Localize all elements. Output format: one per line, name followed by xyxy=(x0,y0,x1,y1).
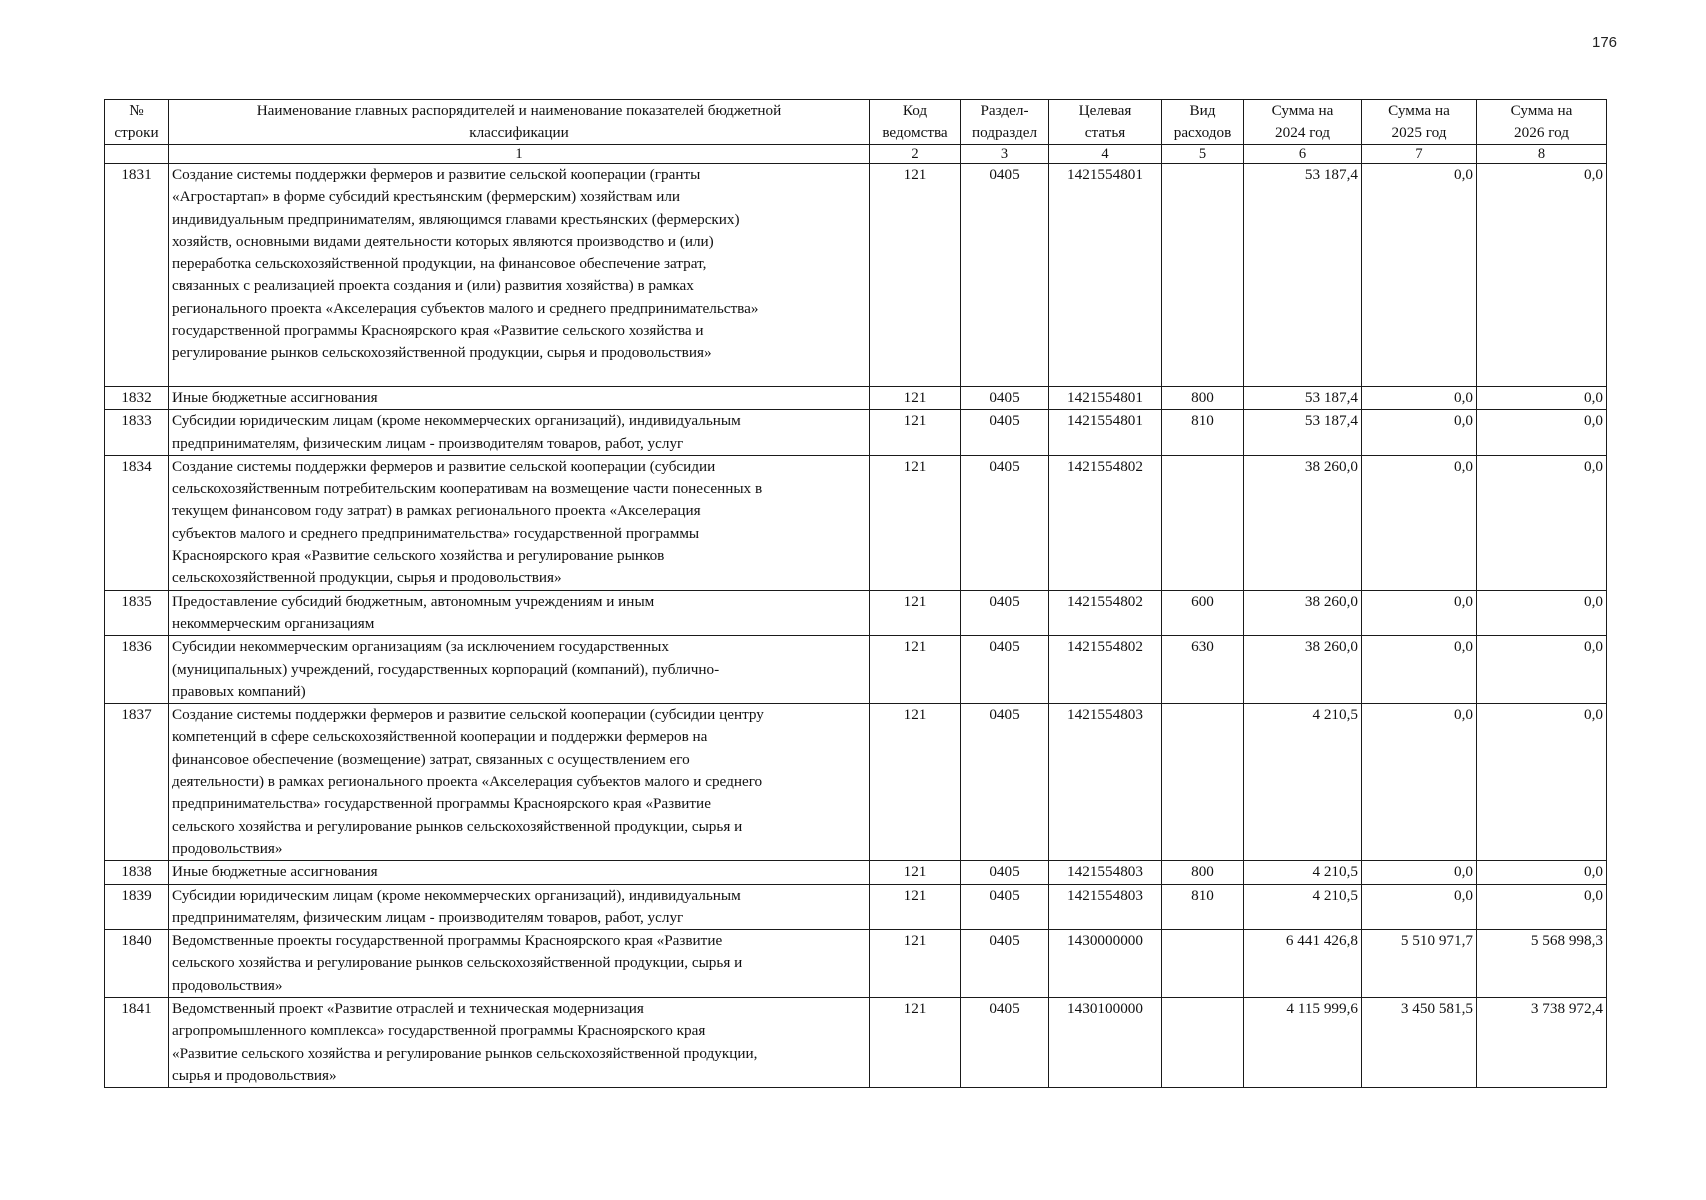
sum-2025: 0,0 xyxy=(1362,704,1477,861)
sum-2025: 5 510 971,7 xyxy=(1362,930,1477,998)
sum-2025: 0,0 xyxy=(1362,590,1477,636)
target-item: 1421554802 xyxy=(1049,636,1162,704)
row-name: Создание системы поддержки фермеров и развитие сельской кооперации (субсидии центру компетенций в сфере сельскохозяйственной кооперации и поддержки фермеров на финансовое обеспечение (возмещение) затрат, связанных с осуществлением его деятельности) в рамках регионального проекта «Акселерация субъектов малого и среднего предпринимательства» государственной программы Красноярского края «Развитие сельского хозяйства и регулирование рынков сельскохозяйственной продукции, сырья и продовольствия» xyxy=(169,704,870,861)
sum-2024: 53 187,4 xyxy=(1244,410,1362,456)
target-item: 1421554803 xyxy=(1049,704,1162,861)
row-number: 1834 xyxy=(105,455,169,590)
sum-2026: 0,0 xyxy=(1477,861,1607,884)
row-name: Ведомственный проект «Развитие отраслей и техническая модернизация агропромышленного комплекса» государственной программы Красноярского края «Развитие сельского хозяйства и регулирование рынков сельскохозяйственной продукции, сырья и продовольствия» xyxy=(169,998,870,1088)
page-number: 176 xyxy=(1592,34,1618,51)
sum-2025: 0,0 xyxy=(1362,636,1477,704)
department-code: 121 xyxy=(870,590,961,636)
section-subsection: 0405 xyxy=(961,410,1049,456)
sum-2026: 0,0 xyxy=(1477,164,1607,387)
sum-2026: 5 568 998,3 xyxy=(1477,930,1607,998)
expense-type xyxy=(1162,455,1244,590)
sum-2026: 0,0 xyxy=(1477,590,1607,636)
header-section-subsection: Раздел- подраздел xyxy=(961,100,1049,145)
table-body xyxy=(105,164,1607,1088)
table-row xyxy=(105,861,1607,884)
sum-2026: 0,0 xyxy=(1477,455,1607,590)
column-number: 4 xyxy=(1049,145,1162,164)
table-header xyxy=(105,100,1607,164)
section-subsection: 0405 xyxy=(961,164,1049,387)
sum-2024: 6 441 426,8 xyxy=(1244,930,1362,998)
expense-type: 630 xyxy=(1162,636,1244,704)
department-code: 121 xyxy=(870,387,961,410)
table-row xyxy=(105,387,1607,410)
sum-2025: 0,0 xyxy=(1362,884,1477,930)
header-expense-type: Вид расходов xyxy=(1162,100,1244,145)
department-code: 121 xyxy=(870,410,961,456)
expense-type xyxy=(1162,164,1244,387)
column-number: 1 xyxy=(169,145,870,164)
target-item: 1421554801 xyxy=(1049,164,1162,387)
department-code: 121 xyxy=(870,930,961,998)
target-item: 1421554802 xyxy=(1049,455,1162,590)
header-target-item: Целевая статья xyxy=(1049,100,1162,145)
sum-2024: 4 115 999,6 xyxy=(1244,998,1362,1088)
sum-2024: 4 210,5 xyxy=(1244,861,1362,884)
column-number: 7 xyxy=(1362,145,1477,164)
expense-type: 600 xyxy=(1162,590,1244,636)
sum-2026: 3 738 972,4 xyxy=(1477,998,1607,1088)
table-row xyxy=(105,998,1607,1088)
column-number-row xyxy=(105,145,1607,164)
row-number: 1833 xyxy=(105,410,169,456)
row-name: Предоставление субсидий бюджетным, автономным учреждениям и иным некоммерческим организациям xyxy=(169,590,870,636)
sum-2024: 38 260,0 xyxy=(1244,590,1362,636)
row-number: 1839 xyxy=(105,884,169,930)
sum-2026: 0,0 xyxy=(1477,704,1607,861)
budget-table xyxy=(104,99,1607,1088)
sum-2025: 0,0 xyxy=(1362,455,1477,590)
section-subsection: 0405 xyxy=(961,387,1049,410)
sum-2024: 38 260,0 xyxy=(1244,636,1362,704)
table-row xyxy=(105,636,1607,704)
column-number: 2 xyxy=(870,145,961,164)
expense-type: 800 xyxy=(1162,861,1244,884)
target-item: 1421554801 xyxy=(1049,387,1162,410)
row-number: 1840 xyxy=(105,930,169,998)
department-code: 121 xyxy=(870,998,961,1088)
row-name: Создание системы поддержки фермеров и развитие сельской кооперации (гранты «Агростартап» в форме субсидий крестьянским (фермерским) хозяйствам или индивидуальным предпринимателям, являющимся главами крестьянских (фермерских) хозяйств, основными видами деятельности которых являются производство и (или) переработка сельскохозяйственной продукции, на финансовое обеспечение затрат, связанных с реализацией проекта создания и (или) развития хозяйства) в рамках регионального проекта «Акселерация субъектов малого и среднего предпринимательства» государственной программы Красноярского края «Развитие сельского хозяйства и регулирование рынков сельскохозяйственной продукции, сырья и продовольствия» xyxy=(169,164,870,387)
department-code: 121 xyxy=(870,164,961,387)
section-subsection: 0405 xyxy=(961,884,1049,930)
sum-2024: 4 210,5 xyxy=(1244,884,1362,930)
sum-2026: 0,0 xyxy=(1477,410,1607,456)
target-item: 1421554803 xyxy=(1049,884,1162,930)
target-item: 1430100000 xyxy=(1049,998,1162,1088)
column-number: 5 xyxy=(1162,145,1244,164)
target-item: 1421554803 xyxy=(1049,861,1162,884)
row-number: 1831 xyxy=(105,164,169,387)
section-subsection: 0405 xyxy=(961,455,1049,590)
row-number: 1838 xyxy=(105,861,169,884)
header-name: Наименование главных распорядителей и наименование показателей бюджетной классификации xyxy=(169,100,870,145)
target-item: 1430000000 xyxy=(1049,930,1162,998)
header-row-number: № строки xyxy=(105,100,169,145)
expense-type xyxy=(1162,930,1244,998)
table-row xyxy=(105,930,1607,998)
expense-type xyxy=(1162,998,1244,1088)
expense-type: 800 xyxy=(1162,387,1244,410)
sum-2024: 4 210,5 xyxy=(1244,704,1362,861)
column-number: 6 xyxy=(1244,145,1362,164)
column-number xyxy=(105,145,169,164)
sum-2026: 0,0 xyxy=(1477,636,1607,704)
header-department-code: Код ведомства xyxy=(870,100,961,145)
section-subsection: 0405 xyxy=(961,704,1049,861)
row-number: 1836 xyxy=(105,636,169,704)
table-row xyxy=(105,884,1607,930)
sum-2026: 0,0 xyxy=(1477,884,1607,930)
section-subsection: 0405 xyxy=(961,590,1049,636)
header-sum-2025: Сумма на 2025 год xyxy=(1362,100,1477,145)
sum-2026: 0,0 xyxy=(1477,387,1607,410)
row-name: Субсидии некоммерческим организациям (за исключением государственных (муниципальных) учреждений, государственных корпораций (компаний), публично- правовых компаний) xyxy=(169,636,870,704)
row-number: 1837 xyxy=(105,704,169,861)
sum-2024: 38 260,0 xyxy=(1244,455,1362,590)
table-row xyxy=(105,164,1607,387)
header-sum-2024: Сумма на 2024 год xyxy=(1244,100,1362,145)
department-code: 121 xyxy=(870,861,961,884)
expense-type: 810 xyxy=(1162,884,1244,930)
row-name: Субсидии юридическим лицам (кроме некоммерческих организаций), индивидуальным предпринимателям, физическим лицам - производителям товаров, работ, услуг xyxy=(169,884,870,930)
table-row xyxy=(105,455,1607,590)
department-code: 121 xyxy=(870,636,961,704)
sum-2025: 0,0 xyxy=(1362,387,1477,410)
expense-type: 810 xyxy=(1162,410,1244,456)
section-subsection: 0405 xyxy=(961,636,1049,704)
column-number: 8 xyxy=(1477,145,1607,164)
sum-2025: 0,0 xyxy=(1362,410,1477,456)
table-row xyxy=(105,704,1607,861)
target-item: 1421554801 xyxy=(1049,410,1162,456)
department-code: 121 xyxy=(870,455,961,590)
department-code: 121 xyxy=(870,884,961,930)
row-name: Субсидии юридическим лицам (кроме некоммерческих организаций), индивидуальным предпринимателям, физическим лицам - производителям товаров, работ, услуг xyxy=(169,410,870,456)
row-name: Ведомственные проекты государственной программы Красноярского края «Развитие сельского хозяйства и регулирование рынков сельскохозяйственной продукции, сырья и продовольствия» xyxy=(169,930,870,998)
target-item: 1421554802 xyxy=(1049,590,1162,636)
header-sum-2026: Сумма на 2026 год xyxy=(1477,100,1607,145)
row-name: Иные бюджетные ассигнования xyxy=(169,861,870,884)
expense-type xyxy=(1162,704,1244,861)
section-subsection: 0405 xyxy=(961,930,1049,998)
row-number: 1832 xyxy=(105,387,169,410)
sum-2025: 0,0 xyxy=(1362,861,1477,884)
sum-2024: 53 187,4 xyxy=(1244,387,1362,410)
row-number: 1835 xyxy=(105,590,169,636)
table-row xyxy=(105,590,1607,636)
table-row xyxy=(105,410,1607,456)
section-subsection: 0405 xyxy=(961,998,1049,1088)
row-name: Иные бюджетные ассигнования xyxy=(169,387,870,410)
row-number: 1841 xyxy=(105,998,169,1088)
department-code: 121 xyxy=(870,704,961,861)
sum-2025: 0,0 xyxy=(1362,164,1477,387)
sum-2025: 3 450 581,5 xyxy=(1362,998,1477,1088)
section-subsection: 0405 xyxy=(961,861,1049,884)
column-number: 3 xyxy=(961,145,1049,164)
row-name: Создание системы поддержки фермеров и развитие сельской кооперации (субсидии сельскохозяйственным потребительским кооперативам на возмещение части понесенных в текущем финансовом году затрат) в рамках регионального проекта «Акселерация субъектов малого и среднего предпринимательства» государственной программы Красноярского края «Развитие сельского хозяйства и регулирование рынков сельскохозяйственной продукции, сырья и продовольствия» xyxy=(169,455,870,590)
header-row xyxy=(105,100,1607,145)
sum-2024: 53 187,4 xyxy=(1244,164,1362,387)
